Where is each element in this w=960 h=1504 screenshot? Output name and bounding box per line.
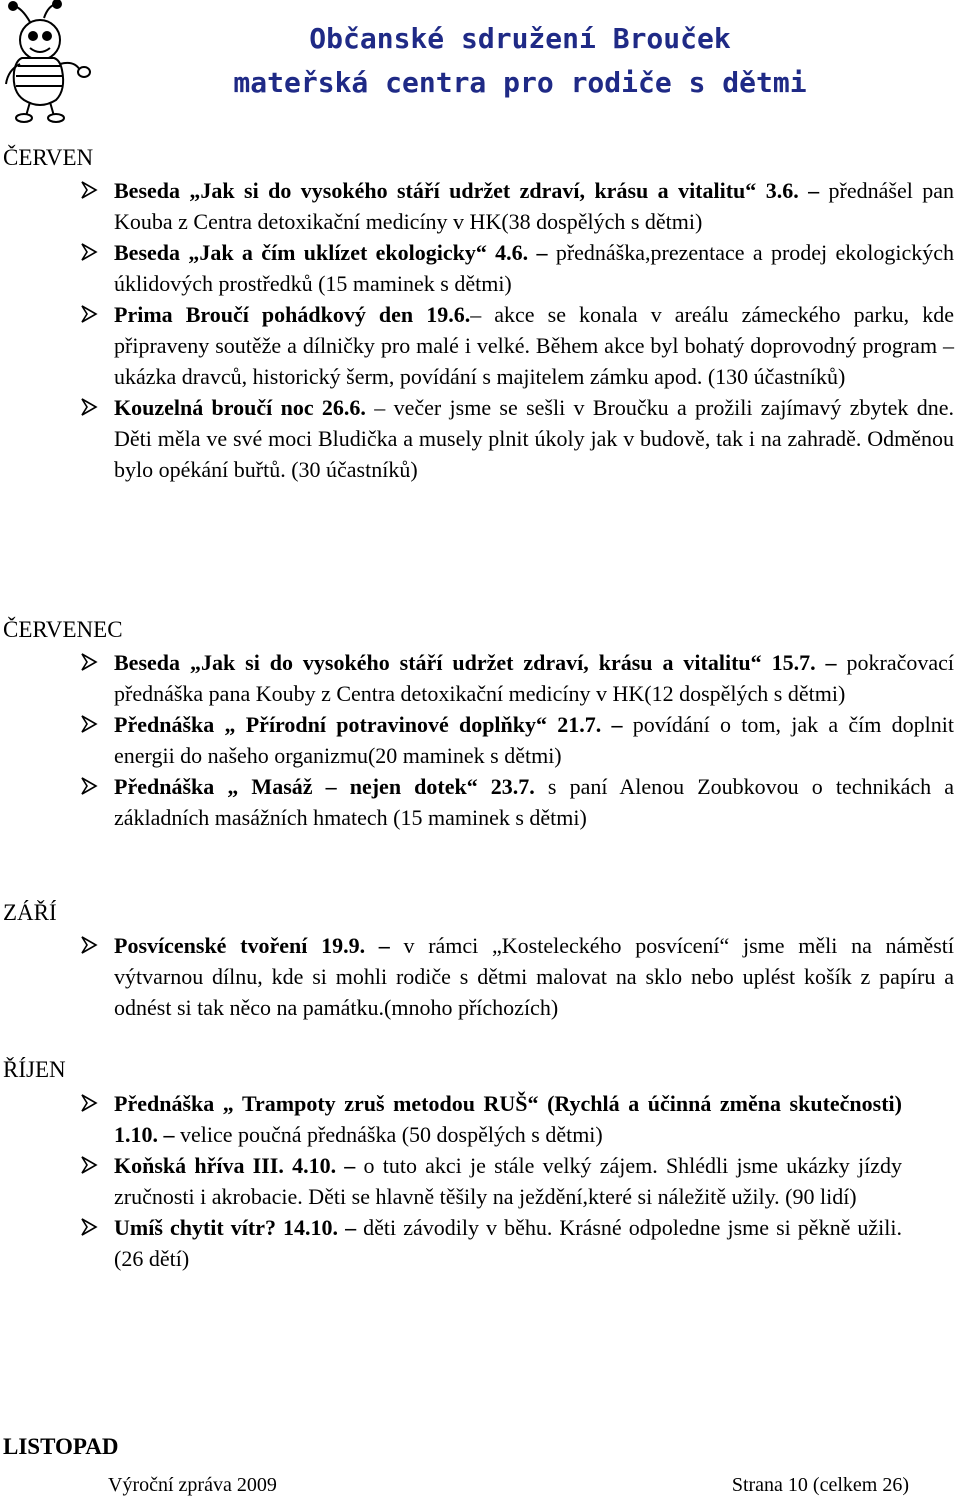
list-item xyxy=(80,771,954,833)
item-heading: Přednáška „ Trampoty zruš metodou RUŠ“ (Rychlá a účinná změna skutečnosti) 1.10. – xyxy=(114,1091,902,1147)
item-text: – akce se konala v areálu zámeckého parku, kde připraveny soutěže a dílničky pro malé i velké. Během akce byl bohatý doprovodný program – ukázka dravců, historický šerm, povídání s majitelem zámku apod. (130 účastníků) xyxy=(114,302,954,389)
list-item xyxy=(80,1212,902,1274)
footer-page-number: Strana 10 (celkem 26) xyxy=(731,1474,909,1496)
item-text: – večer jsme se sešli v Broučku a prožili zajímavý zbytek dne. Děti měla ve své moci Bludička a musely plnit úkoly jak v budově, tak i na zahradě. Odměnou bylo opékání buřtů. (30 účastníků) xyxy=(114,395,954,482)
list-item xyxy=(80,647,954,709)
item-text: o tuto akci je stále velký zájem. Shlédli jsme ukázky jízdy zručnosti i akrobacie. Děti se hlavně těšily na ježdění,které si náležitě užily. (90 lidí) xyxy=(114,1153,902,1209)
section-title-rijen: ŘÍJEN xyxy=(3,1057,66,1082)
list-item xyxy=(80,237,954,299)
section-title-cerven: ČERVEN xyxy=(3,145,94,170)
arrowhead-bullet-icon xyxy=(80,398,98,416)
section-list-rijen xyxy=(80,1088,902,1274)
arrowhead-bullet-icon xyxy=(80,181,98,199)
item-heading: Přednáška „ Přírodní potravinové doplňky“ 21.7. – xyxy=(114,712,623,737)
section-list-zari xyxy=(80,930,954,1023)
item-text: v rámci „Kosteleckého posvícení“ jsme měli na náměstí výtvarnou dílnu, kde si mohli rodiče s dětmi malovat na sklo nebo uplést košík z papíru a odnést si tak něco na památku.(mnoho příchozích) xyxy=(114,933,954,1020)
footer-report-title: Výroční zpráva 2009 xyxy=(108,1474,277,1496)
section-list-cerven xyxy=(80,175,954,485)
arrowhead-bullet-icon xyxy=(80,1094,98,1112)
item-text: velice poučná přednáška (50 dospělých s dětmi) xyxy=(174,1122,603,1147)
arrowhead-bullet-icon xyxy=(80,936,98,954)
list-item xyxy=(80,392,954,485)
item-heading: Posvícenské tvoření 19.9. – xyxy=(114,933,390,958)
list-item xyxy=(80,709,954,771)
section-list-cervenec xyxy=(80,647,954,833)
list-item xyxy=(80,299,954,392)
item-text: přednášel pan Kouba z Centra detoxikační medicíny v HK(38 dospělých s dětmi) xyxy=(114,178,955,234)
arrowhead-bullet-icon xyxy=(80,243,98,261)
item-heading: Kouzelná broučí noc 26.6. xyxy=(114,395,366,420)
list-item xyxy=(80,175,954,237)
organization-name: Občanské sdružení Brouček xyxy=(309,22,731,55)
item-heading: Umíš chytit vítr? 14.10. – xyxy=(114,1215,357,1240)
item-heading: Beseda „Jak si do vysokého stáří udržet zdraví, krásu a vitalitu“ 15.7. – xyxy=(114,650,837,675)
item-heading: Beseda „Jak si do vysokého stáří udržet zdraví, krásu a vitalitu“ 3.6. – xyxy=(114,178,820,203)
item-heading: Prima Broučí pohádkový den 19.6. xyxy=(114,302,471,327)
arrowhead-bullet-icon xyxy=(80,653,98,671)
bug-logo-icon xyxy=(0,0,112,126)
list-item xyxy=(80,1088,902,1150)
arrowhead-bullet-icon xyxy=(80,1156,98,1174)
item-text: děti závodily v běhu. Krásné odpoledne jsme si pěkně užili. (26 dětí) xyxy=(114,1215,902,1271)
section-title-zari: ZÁŘÍ xyxy=(3,900,57,925)
item-text: s paní Alenou Zoubkovou o technikách a základních masážních hmatech (15 maminek s dětmi) xyxy=(114,774,954,830)
item-heading: Koňská hříva III. 4.10. – xyxy=(114,1153,356,1178)
section-title-listopad: LISTOPAD xyxy=(3,1434,119,1459)
section-title-cervenec: ČERVENEC xyxy=(3,617,123,642)
arrowhead-bullet-icon xyxy=(80,777,98,795)
item-heading: Přednáška „ Masáž – nejen dotek“ 23.7. xyxy=(114,774,535,799)
item-text: pokračovací přednáška pana Kouby z Centra detoxikační medicíny v HK(12 dospělých s dětmi) xyxy=(114,650,954,706)
arrowhead-bullet-icon xyxy=(80,715,98,733)
item-text: přednáška,prezentace a prodej ekologických úklidových prostředků (15 maminek s dětmi) xyxy=(114,240,954,296)
arrowhead-bullet-icon xyxy=(80,305,98,323)
organization-subtitle: mateřská centra pro rodiče s dětmi xyxy=(233,66,807,99)
arrowhead-bullet-icon xyxy=(80,1218,98,1236)
list-item xyxy=(80,1150,902,1212)
list-item xyxy=(80,930,954,1023)
item-text: povídání o tom, jak a čím doplnit energii do našeho organizmu(20 maminek s dětmi) xyxy=(114,712,954,768)
item-heading: Beseda „Jak a čím uklízet ekologicky“ 4.6. – xyxy=(114,240,548,265)
